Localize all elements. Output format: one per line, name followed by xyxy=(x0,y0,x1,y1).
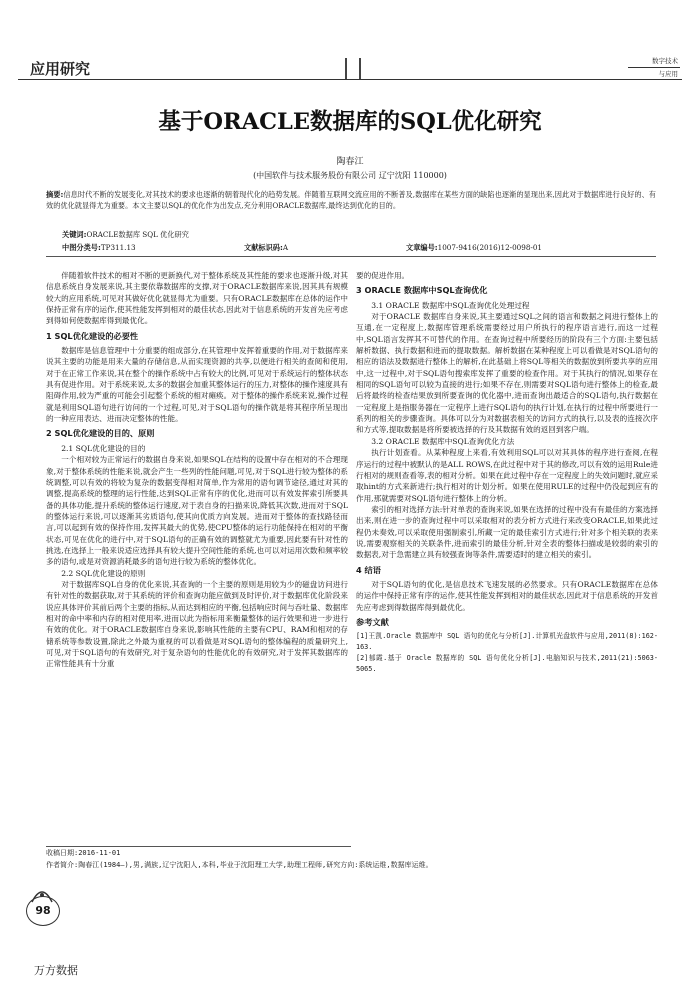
clc-number: 中图分类号:TP311.13 xyxy=(62,243,136,252)
source-watermark: 万方数据 xyxy=(34,964,78,977)
received-date: 收稿日期:2016-11-01 xyxy=(46,849,121,857)
section-2-2-paragraph: 对于数据库SQL自身的优化来说,其查询的一个主要的原则是用较为少的磁盘访问进行有针对性的数据获取,对于其系统的评价和查询功能应做到及时评价,对于数据库优化阶段来说应具体评价其前后两个主要的指标,从而达到相应的平衡,包括响应时间与吞吐量、数据库相对的命中率和内存的相对使用率,进而以此为指标用来衡量整体的运行效果和进一步进行有效的优化。对于ORACLE数据库自身来说,影响其性能的主要有CPU、RAM和相对的存储系统等参数设置,除此之外最为重视的可以看做是对SQL语句的整体编程的质量研究上,可见,对于SQL语句的有效研究,对于复杂语句的性能优化的有效研究,对于发挥其数据库的正常性能具有十分重 xyxy=(46,579,348,669)
reference-item: [2]郁霞.基于 Oracle 数据库的 SQL 语句优化分析[J].电脑知识与技术,2011(21):5063-5065. xyxy=(356,654,658,674)
keywords-label: 关键词: xyxy=(62,230,87,239)
journal-badge-top: 数字技术 xyxy=(652,57,678,65)
section-3-2-paragraph-a: 执行计划查看。从某种程度上来看,有效利用SQL可以对其具体的程序进行查阅,在程序运行的过程中被默认的是ALL ROWS,在此过程中对于其的修改,可以有效的运用Rule进行相对的规则查看等,表的相对分析。如果在此过程中存在一定程度上的失效问题时,就应采取hint的方式来新进行;执行相对的计划分析。如果在使用RULE的过程中仍没起到应有的作用,那就需要对SQL语句进行整体上的分析。 xyxy=(356,448,658,503)
article-number: 文章编号:1007-9416(2016)12-0098-01 xyxy=(406,243,542,252)
left-column xyxy=(46,270,348,670)
continued-text: 要的促进作用。 xyxy=(356,271,410,280)
article-title: 基于ORACLE数据库的SQL优化研究 xyxy=(158,109,542,135)
section-2-2-heading: 2.2 SQL优化建设的原则 xyxy=(61,568,146,578)
section-1-paragraph: 数据库是信息管理中十分重要的组成部分,在其管理中发挥着重要的作用,对于数据库来说其主要的功能是用来大量的存储信息,从而实现资源的共享,以便进行相关的查阅和使用,对于在正常工作来说,其在整个的操作系统中占有较大的比例,可见对于系统运行的整体状态具有促进作用。对于系统来说,太多的数据会加重其整体运行的压力,对整体的操作速度具有阻碍作用,较为严重的可能会引起整个系统的相对瘫痪。对于整体的操作系统来说,操作过程就是利用SQL语句进行访问的一个过程,可见,对于SQL语句的操作就是将其程序所呈现出的一种应用表达、进而决定整体的性能。 xyxy=(46,346,348,424)
header-rule xyxy=(18,79,682,80)
section-3-1-heading: 3.1 ORACLE 数据库中SQL查询优化处理过程 xyxy=(371,300,530,310)
section-2-1-paragraph: 一个相对较为正常运行的数据自身来说,如果SQL在结构的设置中存在相对的不合理现象,对于整体系统的性能来说,就会产生一些列的性能问题,可见,对于SQL进行较为整体的系统调整,可以有效的将较为复杂的数据变得相对简单,作为常用的语句调节途径,通过对其的调整,提高系统的整理的运行性能,达到SQL正常有序的优化,进而可以有效发挥索引所要具备的具体功能,提升系统的整体运行速度,对于表自身的扫描来说,降低其次数,进而对于SQL的整体运行来说,可以逐渐其劣质语句,使其向优质方向发展。进而对于整体的查找路径而言,可以起到有效的保持作用,发挥其最大的优势,使CPU整体的运行功能保持在相对的平衡状态,可见在优化的进行中,对于SQL语句的正确有效的调整就尤为重要,因此要有针对性的挑选,在选择上一般来说适应选择具有较大提升空间性能的系统,也可以对运用次数和频率较多的语句,或是对资源消耗最多的语句进行较为系统的整体优化。 xyxy=(46,455,348,567)
section-3-2-heading: 3.2 ORACLE 数据库中SQL查询优化方法 xyxy=(371,436,515,446)
references-heading: 参考文献 xyxy=(356,616,389,627)
abstract-rule xyxy=(46,256,656,257)
author-affiliation: (中国软件与技术服务股份有限公司 辽宁沈阳 110000) xyxy=(253,171,447,180)
page-number: 98 xyxy=(26,896,60,926)
reference-item: [1]王凯.Oracle 数据库中 SQL 语句的优化与分析[J].计算机光盘软件与应用,2011(8):162-163. xyxy=(356,632,658,652)
abstract-text: 信息时代不断的发展变化,对其技术的要求也逐渐的朝着现代化的趋势发展。伴随着互联网交流应用的不断普及,数据库在某些方面的缺陷也逐渐的显现出来,因此对于数据库进行良好的、有效的优化就显得尤为重要。本文主要以SQL的优化作为出发点,充分利用ORACLE数据库,最终达到优化的目的。 xyxy=(46,190,656,211)
right-column xyxy=(356,270,658,675)
keywords-text: ORACLE数据库 SQL 优化研究 xyxy=(86,230,189,239)
author-bio: 作者简介:陶春江(1984—),男,满族,辽宁沈阳人,本科,毕业于沈阳理工大学,助理工程师,研究方向:系统运维,数据库运维。 xyxy=(46,861,433,869)
intro-paragraph: 伴随着软件技术的相对不断的更新换代,对于整体系统及其性能的要求也逐渐升级,对其信息系统自身发展来说,其主要依靠数据库的支撑,对于ORACLE数据库来说,因其具有规模较大的应用系统,可见对其做好优化就显得尤为重要。只有ORACLE数据库在总体的运作中保持正常有序的运作,使其性能发挥到相对的最佳状态,因此对于信息系统的开发首先应考虑到得如何使数据库得到最优化。 xyxy=(46,271,349,326)
section-3-2-paragraph-b: 索引的相对选择方法:针对单表的查询来说,如果在选择的过程中没有有最佳的方案选择出来,则在进一步的查询过程中可以采取相对的表分析方式进行来改变ORACLE,如果此过程仍未奏效,可以采取使用强制索引,所藏一定的最佳索引方式进行;针对多个相关联的表来说,需要观察相关的关联条件,进而索引的最佳分析,针对全表的整体扫描或是较弱的索引的数据表,对于急需建立具有较强查询等条件,需要适时的建立相关的索引。 xyxy=(356,504,658,560)
document-code: 文献标识码:A xyxy=(244,243,289,252)
section-3-heading: 3 ORACLE 数据库中SQL查询优化 xyxy=(356,285,488,296)
section-label: 应用研究 xyxy=(30,60,91,78)
section-2-1-heading: 2.1 SQL优化建设的目的 xyxy=(61,443,146,453)
header-divider-bars xyxy=(345,58,375,80)
footnote-rule xyxy=(46,846,351,847)
abstract-label: 摘要: xyxy=(46,190,64,199)
section-1-heading: 1 SQL优化建设的必要性 xyxy=(46,330,139,341)
section-4-heading: 4 结语 xyxy=(356,564,381,575)
section-3-1-paragraph: 对于ORACLE 数据库自身来说,其主要通过SQL之间的语言和数据之间进行整体上的互通,在一定程度上,数据库管理系统需要经过用户所执行的程序语言进行,而这一过程中,SQL语言发挥其不可替代的作用。在查询过程中所要经历的阶段有三个方面:主要包括解析数据、执行数据和进而的提取数据。解析数据在某种程度上可以看做是对SQL语句的相应的语法及数据进行整体上的解析,在此基础上将SQL等相关的数据放到所要共享的应用中,这一过程中,对于SQL语句搜索库发挥了重要的检查作用。对于其执行的情况,如果存在相同的SQL语句可以较为直接的进行;如果不存在,则需要对SQL语句进行整体上的检查,最后将最终的检查结果放到所要查询的优化器中,进而查询出最适合的SQL语句,执行数据在一定程度上是指服务器在一定程序上进行SQL语句的执行计划,在执行的过程中所要进行一系列的相关的步骤查询。具体可以分为对数据表相关的访问方式的执行,以及表的连接次序和方式等,提取数据是将所要被选择的行及其数据有效的返回到客户端。 xyxy=(356,312,658,435)
page-header xyxy=(18,58,682,80)
section-4-paragraph: 对于SQL语句的优化,是信息技术飞速发展的必然要求。只有ORACLE数据库在总体的运作中保持正常有序的运作,使其性能发挥到相对的最佳状态,因此对于信息系统的开发首先应考虑到得数据库得到最优化。 xyxy=(356,579,658,612)
keywords xyxy=(62,230,189,240)
journal-badge xyxy=(620,54,682,82)
abstract xyxy=(46,189,656,211)
section-2-heading: 2 SQL优化建设的目的、原则 xyxy=(46,428,155,439)
journal-badge-bottom: 与应用 xyxy=(658,70,678,78)
author-name: 陶春江 xyxy=(336,157,364,167)
